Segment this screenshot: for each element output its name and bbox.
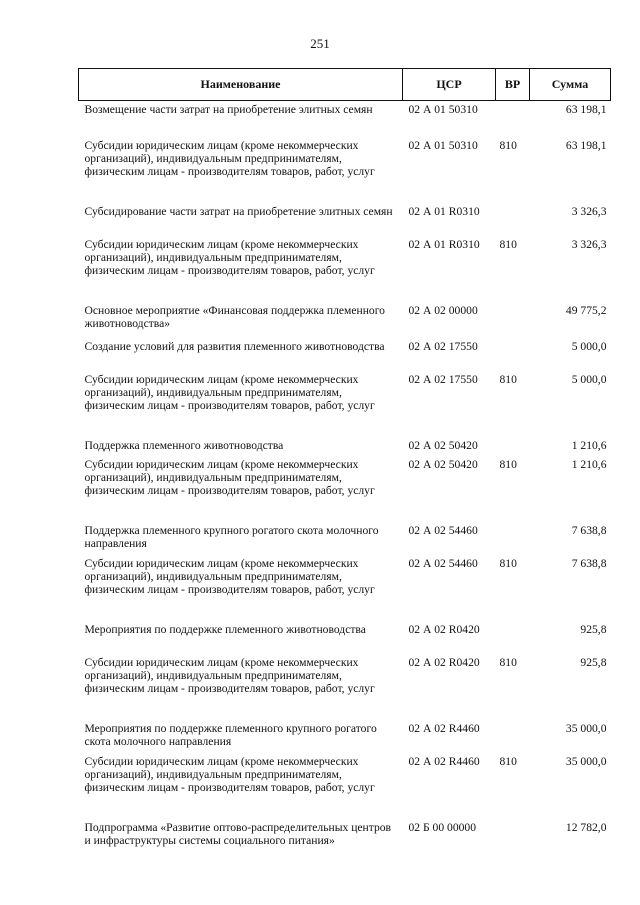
table-row [79,137,611,203]
table-body [79,101,611,867]
row-csr-cell: 02 А 01 50310 [408,138,478,152]
row-sum-cell: 3 326,3 [571,237,607,251]
row-name-cell: Субсидии юридическим лицам (кроме некоммерческих организаций), индивидуальным предпринимателям, физическим лицам - производителям товаров, работ, услуг [84,655,375,695]
page-number: 251 [310,36,330,51]
row-sum-cell: 49 775,2 [565,303,607,317]
table-row [79,654,611,720]
row-csr-cell: 02 А 02 R0420 [408,622,480,636]
row-sum-cell: 925,8 [580,622,607,636]
row-csr-cell: 02 А 01 50310 [408,103,478,116]
row-vr-cell [496,203,530,236]
row-sum-cell: 35 000,0 [565,721,607,735]
header-csr: ЦСР [403,69,496,101]
table-header-row [79,69,611,101]
table-row [79,203,611,236]
table-row [79,456,611,522]
table-row [79,338,611,371]
row-vr-cell: 810 [499,457,517,471]
row-vr-cell [496,437,530,456]
row-name-cell: Субсидии юридическим лицам (кроме некоммерческих организаций), индивидуальным предпринимателям, физическим лицам - производителям товаров, работ, услуг [84,754,375,794]
row-vr-cell: 810 [499,754,517,768]
row-csr-cell: 02 А 02 00000 [408,303,478,317]
row-csr-cell: 02 А 02 50420 [408,438,478,452]
row-name-cell: Субсидии юридическим лицам (кроме некоммерческих организаций), индивидуальным предпринимателям, физическим лицам - производителям товаров, работ, услуг [84,237,375,277]
row-csr-cell: 02 Б 00 00000 [408,820,477,834]
row-sum-cell: 1 210,6 [571,438,607,452]
row-sum-cell: 3 326,3 [571,204,607,218]
row-name-cell: Субсидии юридическим лицам (кроме некоммерческих организаций), индивидуальным предпринимателям, физическим лицам - производителям товаров, работ, услуг [84,372,375,412]
table-row [79,621,611,654]
header-name: Наименование [79,69,403,101]
table-row [79,819,611,867]
row-sum-cell: 7 638,8 [571,523,607,537]
row-vr-cell [496,819,530,867]
row-vr-cell [496,720,530,753]
table-row [79,753,611,819]
row-name-cell: Поддержка племенного крупного рогатого скота молочного направления [84,523,379,550]
row-vr-cell [496,302,530,338]
row-vr-cell [496,522,530,555]
budget-table [78,68,611,867]
row-csr-cell: 02 А 02 17550 [408,339,478,353]
header-sum: Сумма [530,69,611,101]
row-vr-cell: 810 [499,138,517,152]
row-csr-cell: 02 А 02 54460 [408,523,478,537]
table-row [79,371,611,437]
table-row [79,101,611,137]
row-csr-cell: 02 А 02 17550 [408,372,478,386]
row-name-cell: Субсидии юридическим лицам (кроме некоммерческих организаций), индивидуальным предпринимателям, физическим лицам - производителям товаров, работ, услуг [84,138,375,178]
row-sum-cell: 1 210,6 [571,457,607,471]
row-csr-cell: 02 А 02 R4460 [408,721,480,735]
table-row [79,522,611,555]
row-sum-cell: 925,8 [580,655,607,669]
row-sum-cell: 63 198,1 [565,103,607,116]
row-csr-cell: 02 А 02 54460 [408,556,478,570]
row-name-cell: Подпрограмма «Развитие оптово-распределительных центров и инфраструктуры системы социального питания» [84,820,392,847]
row-csr-cell: 02 А 02 50420 [408,457,478,471]
row-sum-cell: 7 638,8 [571,556,607,570]
row-name-cell: Поддержка племенного животноводства [84,438,284,452]
table-row [79,437,611,456]
row-csr-cell: 02 А 01 R0310 [408,204,480,218]
row-name-cell: Мероприятия по поддержке племенного крупного рогатого скота молочного направления [84,721,377,748]
row-name-cell: Мероприятия по поддержке племенного животноводства [84,622,366,636]
row-csr-cell: 02 А 01 R0310 [408,237,480,251]
table-row [79,720,611,753]
row-name-cell: Создание условий для развития племенного животноводства [84,339,385,353]
row-vr-cell: 810 [499,237,517,251]
row-sum-cell: 5 000,0 [571,372,607,386]
row-name-cell: Субсидии юридическим лицам (кроме некоммерческих организаций), индивидуальным предпринимателям, физическим лицам - производителям товаров, работ, услуг [84,556,375,596]
row-vr-cell: 810 [499,372,517,386]
row-vr-cell: 810 [499,655,517,669]
row-sum-cell: 63 198,1 [565,138,607,152]
row-name-cell: Субсидии юридическим лицам (кроме некоммерческих организаций), индивидуальным предпринимателям, физическим лицам - производителям товаров, работ, услуг [84,457,375,497]
row-csr-cell: 02 А 02 R0420 [408,655,480,669]
row-vr-cell [496,621,530,654]
table-row [79,555,611,621]
row-vr-cell: 810 [499,556,517,570]
row-name-cell: Основное мероприятие «Финансовая поддержка племенного животноводства» [84,303,385,330]
row-csr-cell: 02 А 02 R4460 [408,754,480,768]
table-row [79,236,611,302]
row-sum-cell: 5 000,0 [571,339,607,353]
row-vr-cell [496,101,530,137]
table-row [79,302,611,338]
header-vr: ВР [496,69,530,101]
row-sum-cell: 35 000,0 [565,754,607,768]
row-vr-cell [496,338,530,371]
row-name-cell: Субсидирование части затрат на приобретение элитных семян [84,204,393,218]
row-name-cell: Возмещение части затрат на приобретение элитных семян [84,103,373,116]
row-sum-cell: 12 782,0 [565,820,607,834]
